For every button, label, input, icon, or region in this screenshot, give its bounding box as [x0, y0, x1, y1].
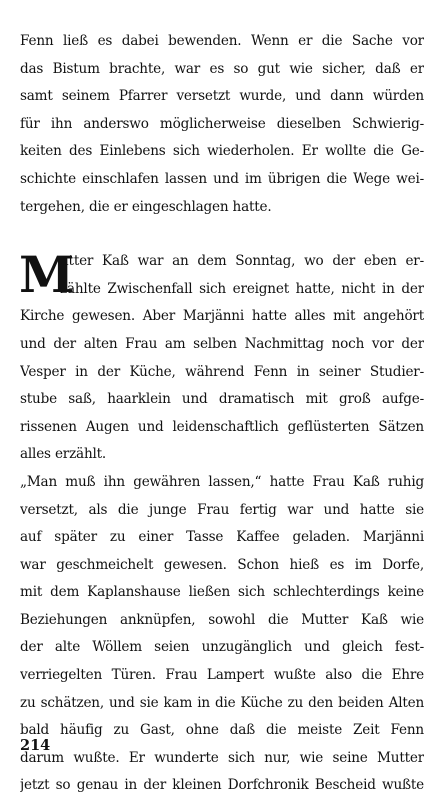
text-line: darum wußte. Er wunderte sich nur, wie seine Mutter [20, 749, 424, 766]
drop-cap: M [19, 245, 75, 305]
text-line: versetzt, als die junge Frau fertig war und hatte sie [20, 501, 424, 518]
text-line: für ihn anderswo möglicherweise dieselben Schwierig- [20, 115, 424, 132]
text-line: jetzt so genau in der kleinen Dorfchronik Bescheid wußte [20, 777, 424, 794]
text-line: war geschmeichelt gewesen. Schon hieß es im Dorfe, [20, 556, 424, 573]
paragraph-2 [19, 245, 424, 469]
text-line: tergehen, die er eingeschlagen hatte. [20, 198, 272, 215]
text-line: Fenn ließ es dabei bewenden. Wenn er die Sache vor [20, 33, 424, 49]
text-line: und der alten Frau am selben Nachmittag noch vor der [20, 335, 424, 352]
text-line: verriegelten Türen. Frau Lampert wußte also die Ehre [20, 667, 424, 684]
book-page [20, 28, 424, 800]
text-line: utter Kaß war an dem Sonntag, wo der eben er- [60, 253, 424, 270]
section-gap [20, 221, 424, 248]
paragraph-3 [20, 469, 424, 800]
text-line: auf später zu einer Tasse Kaffee geladen. Marjänni [20, 529, 424, 546]
text-line: schichte einschlafen lassen und im übrigen die Wege wei- [20, 170, 424, 187]
text-line: rissenen Augen und leidenschaftlich geflüsterten Sätzen [20, 418, 424, 435]
text-line: „Man muß ihn gewähren lassen,“ hatte Frau Kaß ruhig [20, 473, 424, 490]
text-line: stube saß, haarklein und dramatisch mit groß aufge- [20, 391, 424, 408]
text-line: das Bistum brachte, war es so gut wie sicher, daß er [20, 60, 424, 77]
text-line: der alte Wöllem seien unzugänglich und gleich fest- [20, 639, 424, 656]
text-line: keiten des Einlebens sich wiederholen. Er wollte die Ge- [20, 143, 424, 160]
text-line: zu schätzen, und sie kam in die Küche zu den beiden Alten [20, 694, 424, 711]
page-number: 214 [20, 737, 51, 754]
text-line: alles erzählt. [20, 446, 107, 463]
text-line: bald häufig zu Gast, ohne daß die meiste Zeit Fenn [20, 722, 424, 739]
text-line: Beziehungen anknüpfen, sowohl die Mutter Kaß wie [20, 611, 424, 628]
text-line: Vesper in der Küche, während Fenn in seiner Studier- [20, 363, 424, 380]
text-line: Kirche gewesen. Aber Marjänni hatte alles mit angehört [20, 308, 424, 325]
text-line: mit dem Kaplanshause ließen sich schlechterdings keine [20, 584, 424, 601]
text-line: zählte Zwischenfall sich ereignet hatte, nicht in der [60, 280, 424, 297]
paragraph-1 [20, 28, 424, 221]
text-line: samt seinem Pfarrer versetzt wurde, und dann würden [20, 88, 424, 105]
